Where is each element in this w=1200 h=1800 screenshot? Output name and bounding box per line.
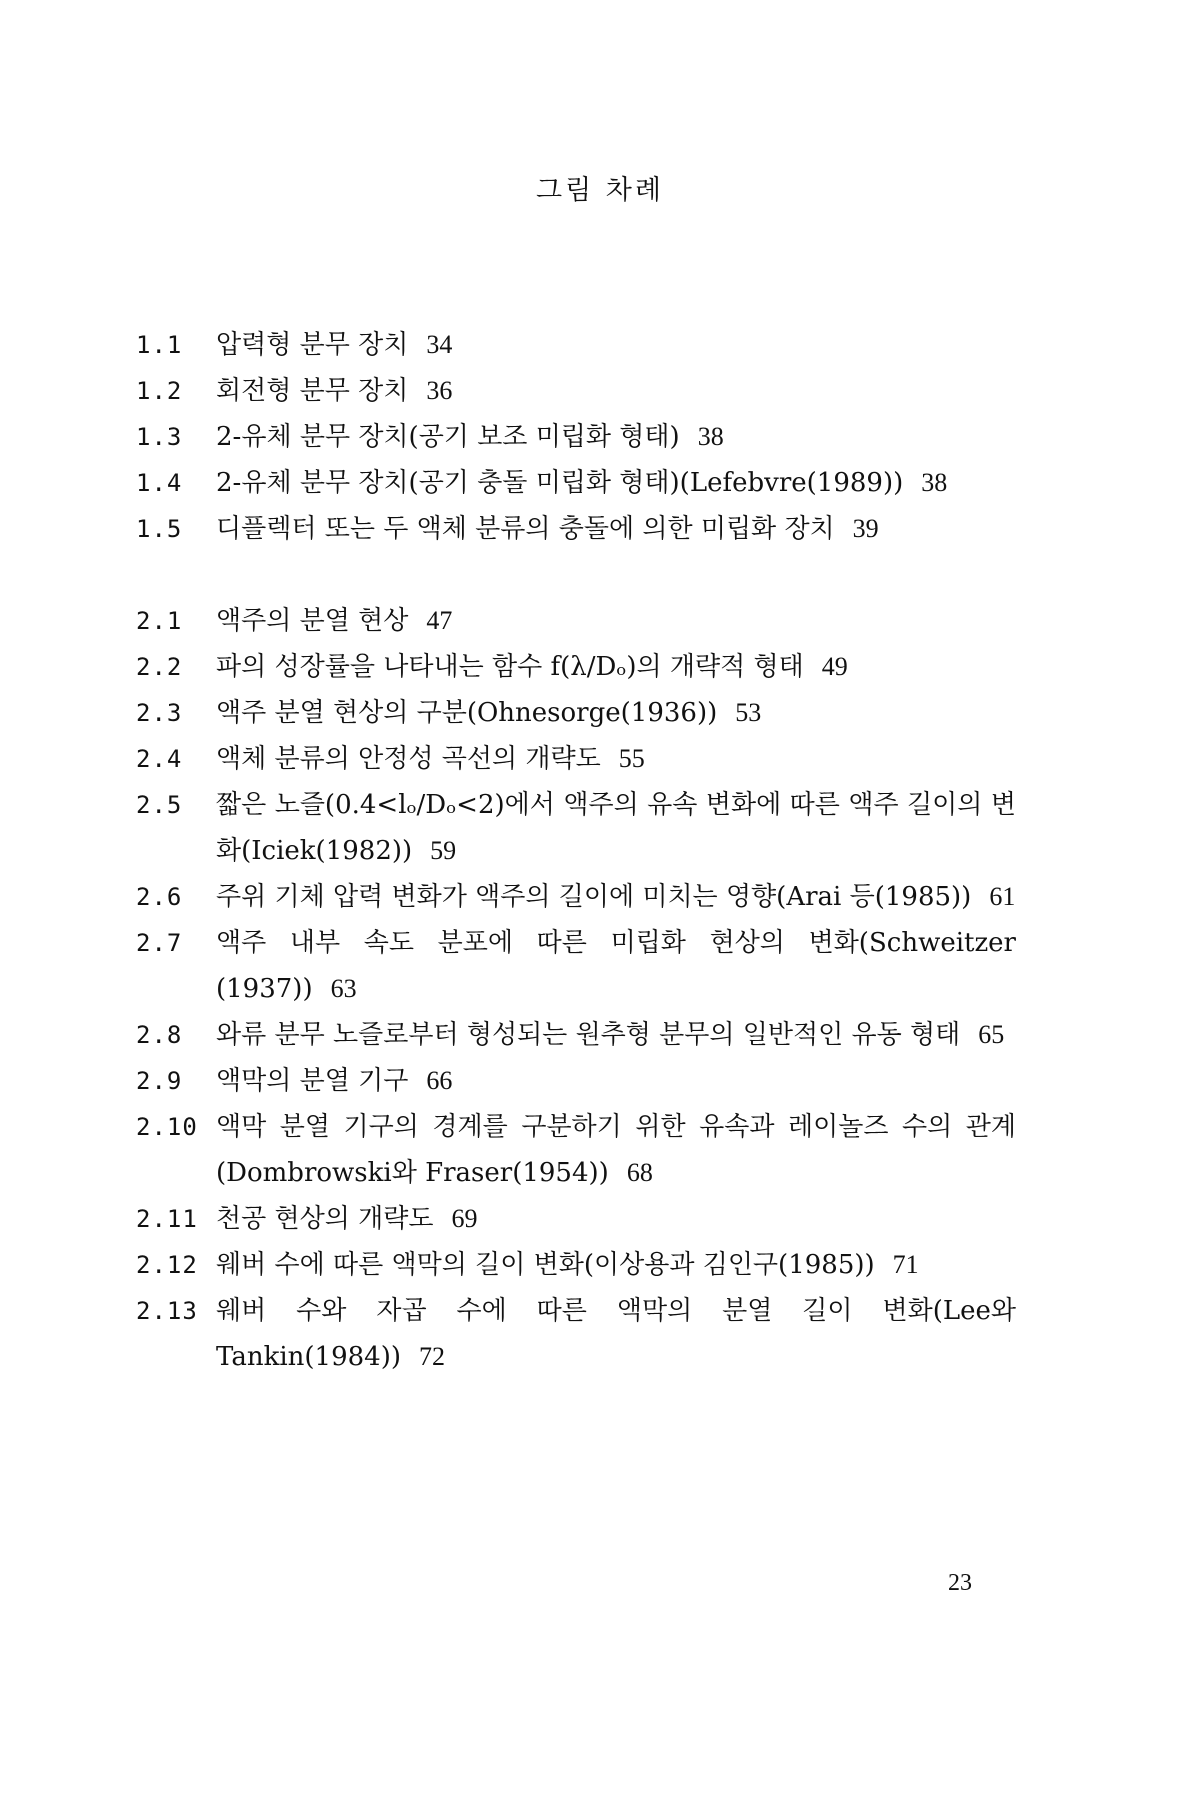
toc-entry xyxy=(136,414,1016,460)
page-number: 65 xyxy=(978,1020,1005,1049)
toc-entry xyxy=(136,322,1016,368)
figure-caption: 액체 분류의 안정성 곡선의 개략도 55 xyxy=(216,744,645,774)
page-number: 34 xyxy=(426,330,453,359)
figure-number: 2.2 xyxy=(136,653,183,681)
figure-number: 1.5 xyxy=(136,515,183,543)
figure-caption: 짧은 노즐(0.4<lₒ/Dₒ<2)에서 액주의 유속 변화에 따른 액주 길이의 변화(Iciek(1982)) 59 xyxy=(216,790,1016,866)
figure-caption: 액막의 분열 기구 66 xyxy=(216,1066,453,1096)
figure-number: 2.12 xyxy=(136,1251,198,1279)
figure-caption: 액막 분열 기구의 경계를 구분하기 위한 유속과 레이놀즈 수의 관계(Dombrowski와 Fraser(1954)) 68 xyxy=(216,1112,1016,1188)
figure-caption: 회전형 분무 장치 36 xyxy=(216,376,453,406)
page-number: 53 xyxy=(735,698,762,727)
figure-caption: 웨버 수와 자곱 수에 따른 액막의 분열 길이 변화(Lee와 Tankin(1984)) 72 xyxy=(216,1296,1016,1372)
page-number: 38 xyxy=(921,468,948,497)
page-folio: 23 xyxy=(948,1570,972,1596)
figure-number: 1.4 xyxy=(136,469,183,497)
page-number: 61 xyxy=(989,882,1016,911)
toc-entry xyxy=(136,1012,1016,1058)
toc-entry xyxy=(136,506,1016,552)
page-number: 36 xyxy=(426,376,453,405)
figure-caption: 파의 성장률을 나타내는 함수 f(λ/Dₒ)의 개략적 형태 49 xyxy=(216,652,848,682)
figure-number: 2.6 xyxy=(136,883,183,911)
figure-caption: 액주의 분열 현상 47 xyxy=(216,606,453,636)
figure-number: 1.2 xyxy=(136,377,183,405)
figure-number: 1.1 xyxy=(136,331,183,359)
page-number: 47 xyxy=(426,606,453,635)
figure-caption: 웨버 수에 따른 액막의 길이 변화(이상용과 김인구(1985)) 71 xyxy=(216,1250,919,1280)
chapter-2-figures xyxy=(136,598,1016,1380)
toc-entry xyxy=(136,368,1016,414)
page-number: 39 xyxy=(852,514,879,543)
toc-entry xyxy=(136,1058,1016,1104)
figure-number: 2.4 xyxy=(136,745,183,773)
page-title: 그림 차례 xyxy=(536,175,664,206)
figure-caption: 압력형 분무 장치 34 xyxy=(216,330,453,360)
toc-entry xyxy=(136,920,1016,1012)
figure-caption: 2-유체 분무 장치(공기 보조 미립화 형태) 38 xyxy=(216,422,724,452)
figure-caption: 액주 내부 속도 분포에 따른 미립화 현상의 변화(Schweitzer (1937)) 63 xyxy=(216,928,1016,1004)
figure-number: 2.9 xyxy=(136,1067,183,1095)
figure-caption: 액주 분열 현상의 구분(Ohnesorge(1936)) 53 xyxy=(216,698,762,728)
figure-number: 2.5 xyxy=(136,791,183,819)
toc-entry xyxy=(136,782,1016,874)
toc-entry xyxy=(136,1242,1016,1288)
page-number: 69 xyxy=(451,1204,478,1233)
toc-entry xyxy=(136,1196,1016,1242)
figure-number: 2.11 xyxy=(136,1205,198,1233)
figure-caption: 와류 분무 노즐로부터 형성되는 원추형 분무의 일반적인 유동 형태 65 xyxy=(216,1020,1005,1050)
page-number: 72 xyxy=(418,1342,445,1371)
toc-entry xyxy=(136,874,1016,920)
toc-entry xyxy=(136,460,1016,506)
figure-caption: 천공 현상의 개략도 69 xyxy=(216,1204,478,1234)
page-number: 55 xyxy=(618,744,645,773)
figure-number: 2.1 xyxy=(136,607,183,635)
toc-entry xyxy=(136,644,1016,690)
toc-entry xyxy=(136,598,1016,644)
figure-caption: 2-유체 분무 장치(공기 충돌 미립화 형태)(Lefebvre(1989)) 38 xyxy=(216,468,948,498)
toc-entry xyxy=(136,1104,1016,1196)
figure-number: 2.10 xyxy=(136,1113,198,1141)
page-number: 38 xyxy=(697,422,724,451)
page-number: 49 xyxy=(821,652,848,681)
figure-number: 2.8 xyxy=(136,1021,183,1049)
page-number: 63 xyxy=(330,974,357,1003)
page-number: 66 xyxy=(426,1066,453,1095)
figure-caption: 주위 기체 압력 변화가 액주의 길이에 미치는 영향(Arai 등(1985)) 61 xyxy=(216,882,1016,912)
page-number: 59 xyxy=(430,836,457,865)
figure-caption: 디플렉터 또는 두 액체 분류의 충돌에 의한 미립화 장치 39 xyxy=(216,514,879,544)
page-number: 68 xyxy=(626,1158,653,1187)
figure-list xyxy=(136,322,1016,1380)
figure-number: 1.3 xyxy=(136,423,183,451)
toc-entry xyxy=(136,736,1016,782)
toc-entry xyxy=(136,690,1016,736)
figure-number: 2.7 xyxy=(136,929,183,957)
figure-number: 2.13 xyxy=(136,1297,198,1325)
page-number: 71 xyxy=(892,1250,919,1279)
chapter-1-figures xyxy=(136,322,1016,552)
toc-entry xyxy=(136,1288,1016,1380)
figure-number: 2.3 xyxy=(136,699,183,727)
